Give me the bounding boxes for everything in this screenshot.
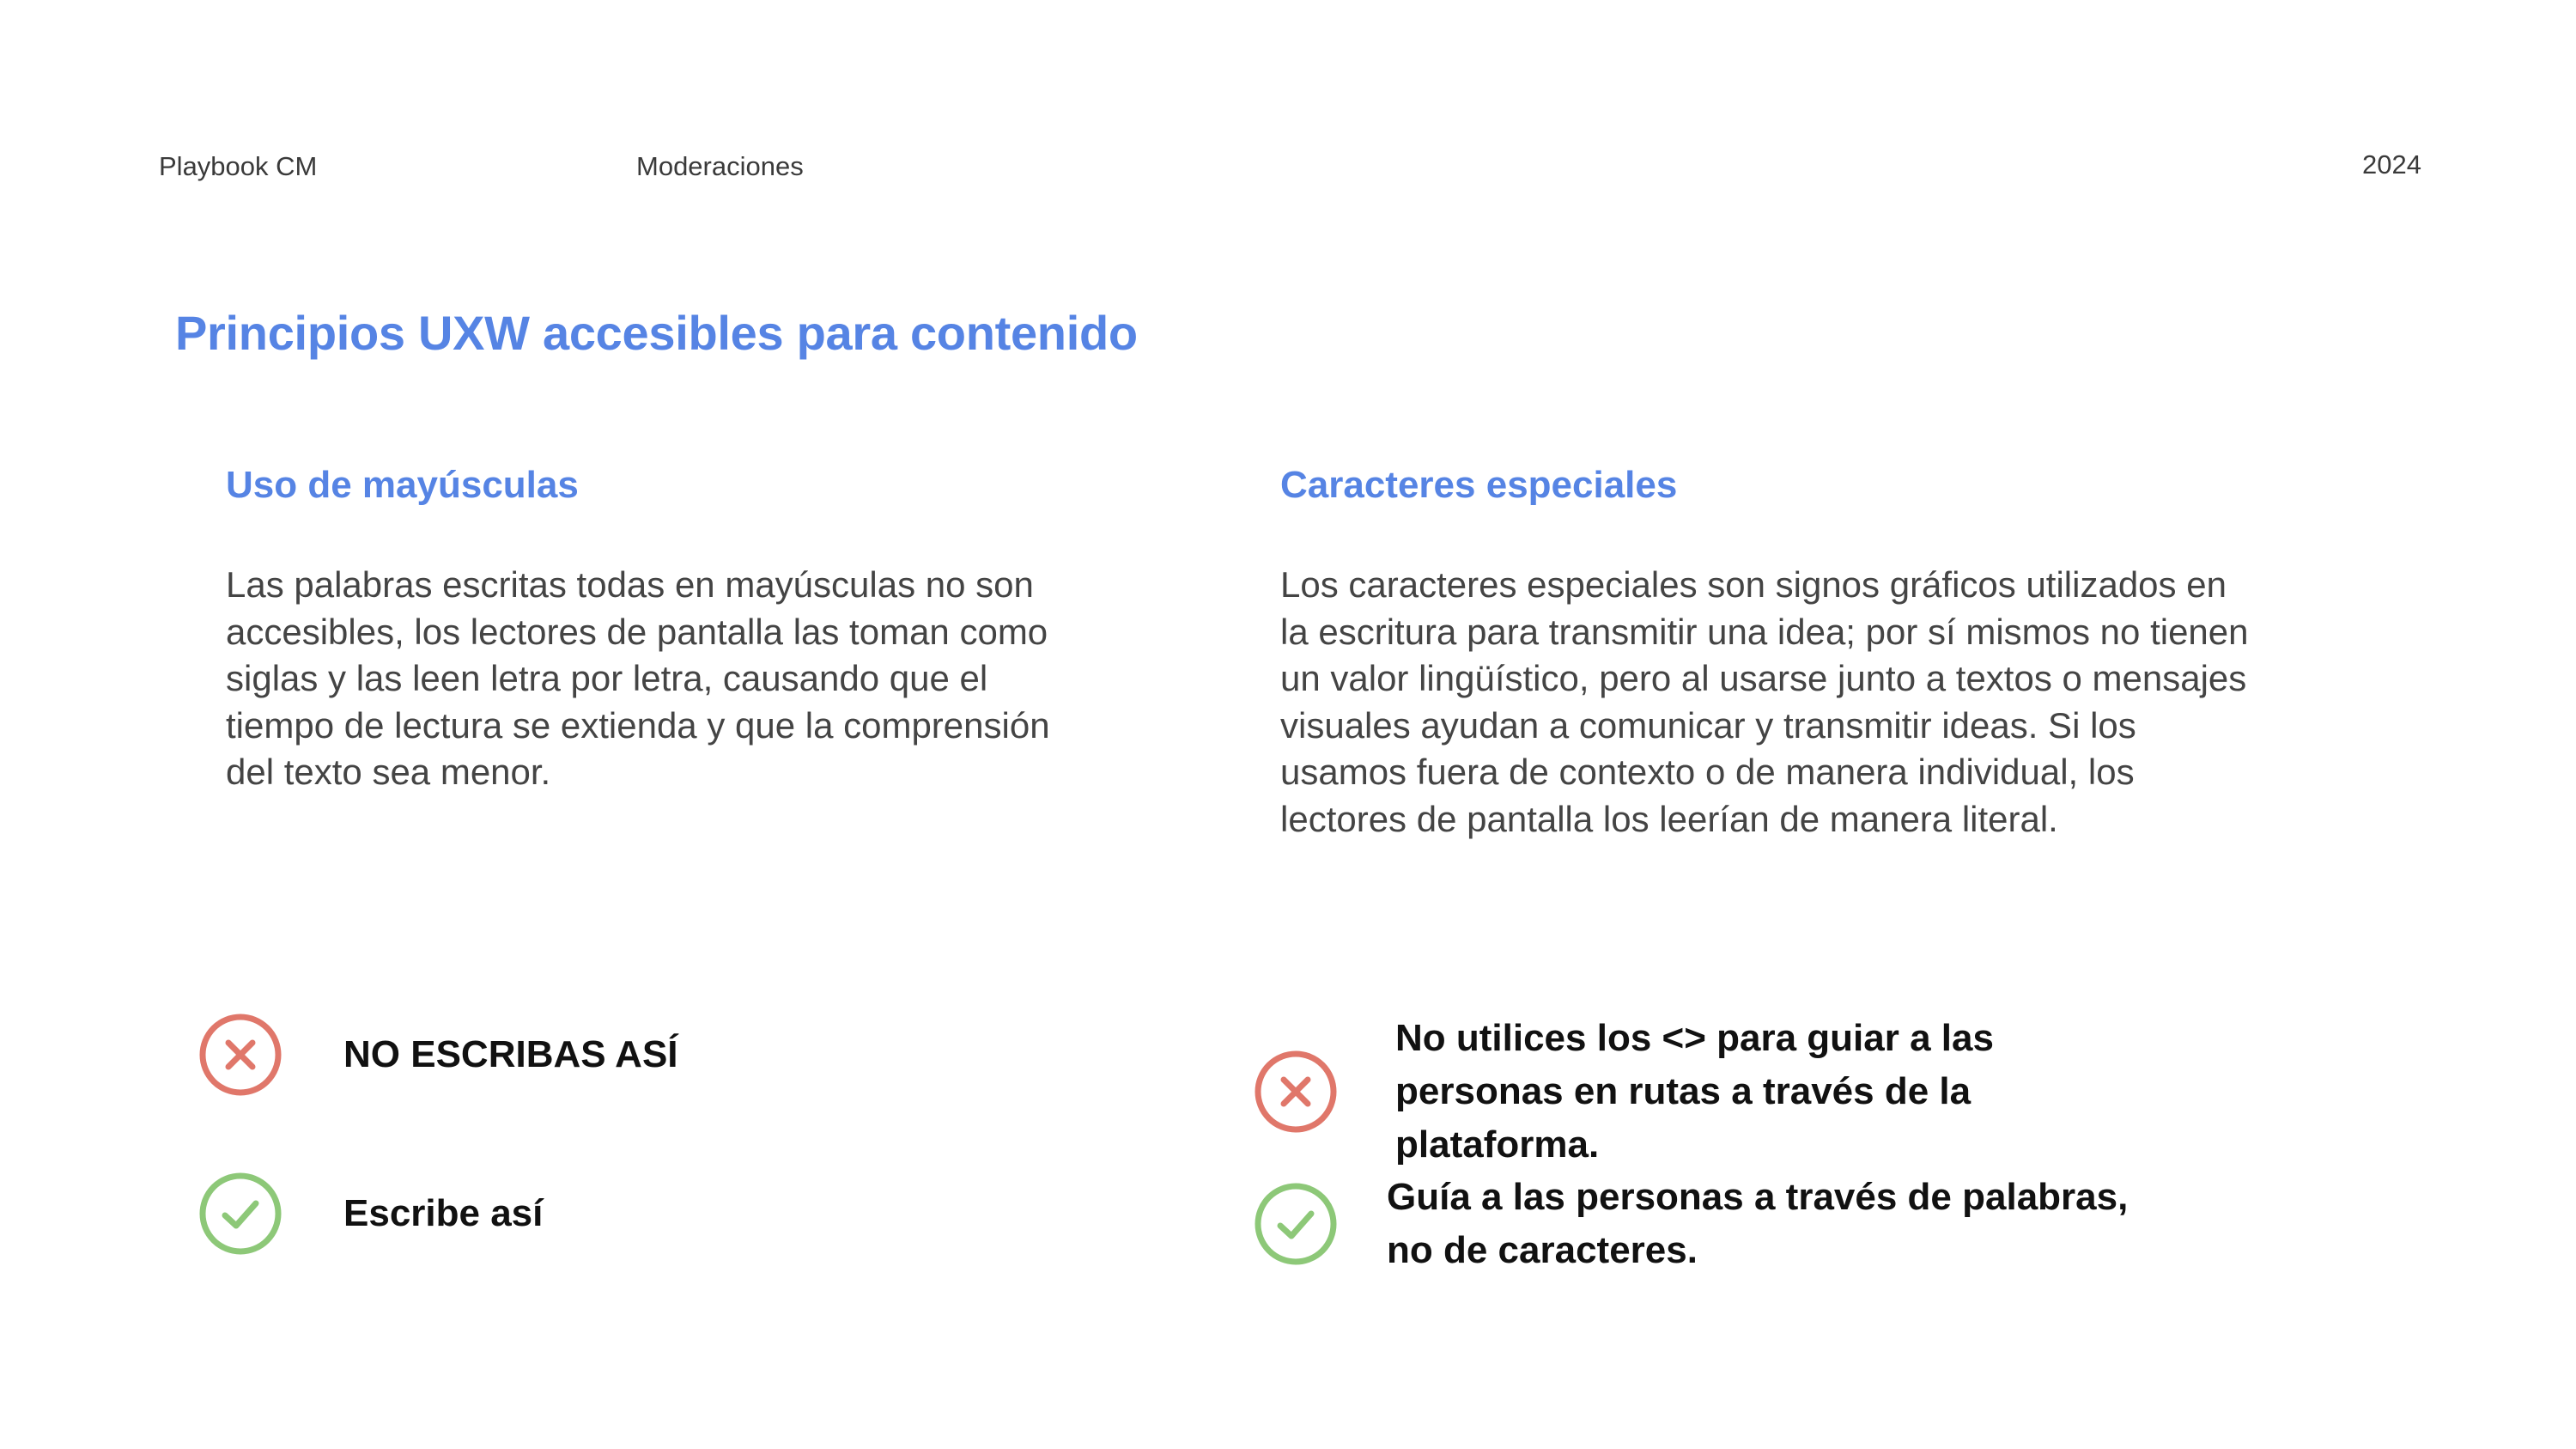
- header-section-name: Moderaciones: [636, 151, 804, 181]
- check-circle-icon: [1253, 1181, 1339, 1267]
- header-doc-name: Playbook CM: [159, 151, 318, 181]
- header-year: 2024: [2362, 149, 2421, 180]
- good-example-capitals: [197, 1171, 543, 1257]
- x-circle-icon: [197, 1012, 283, 1098]
- section-body-special-characters: Los caracteres especiales son signos gráficos utilizados en la escritura para transmitir una idea; por sí mismos no tienen un valor lingüístico, pero al usarse junto a textos o mensajes visuales ayudan a comunicar y transmitir ideas. Si los usamos fuera de contexto o de manera individual, los lectores de pantalla los leerían de manera literal.: [1280, 564, 2249, 839]
- good-example-label: Escribe así: [343, 1192, 544, 1234]
- section-heading-special-characters: Caracteres especiales: [1280, 464, 1678, 506]
- bad-example-capitals: [197, 1012, 678, 1098]
- x-circle-icon: [1253, 1049, 1339, 1135]
- bad-example-label: NO ESCRIBAS ASÍ: [343, 1033, 678, 1075]
- check-circle-icon: [197, 1171, 283, 1257]
- bad-example-label: No utilices los <> para guiar a las personas en rutas a través de la plataforma.: [1395, 1017, 1994, 1166]
- section-body-capitals: Las palabras escritas todas en mayúsculas no son accesibles, los lectores de pantalla las toman como siglas y las leen letra por letra, causando que el tiempo de lectura se extienda y que la comprensión del texto sea menor.: [226, 564, 1050, 792]
- good-example-special-characters: [1253, 1171, 2160, 1277]
- bad-example-special-characters: [1253, 1012, 2168, 1172]
- section-heading-capitals: Uso de mayúsculas: [226, 464, 579, 506]
- page-title: Principios UXW accesibles para contenido: [175, 306, 1138, 360]
- good-example-label: Guía a las personas a través de palabras, no de caracteres.: [1387, 1176, 2129, 1271]
